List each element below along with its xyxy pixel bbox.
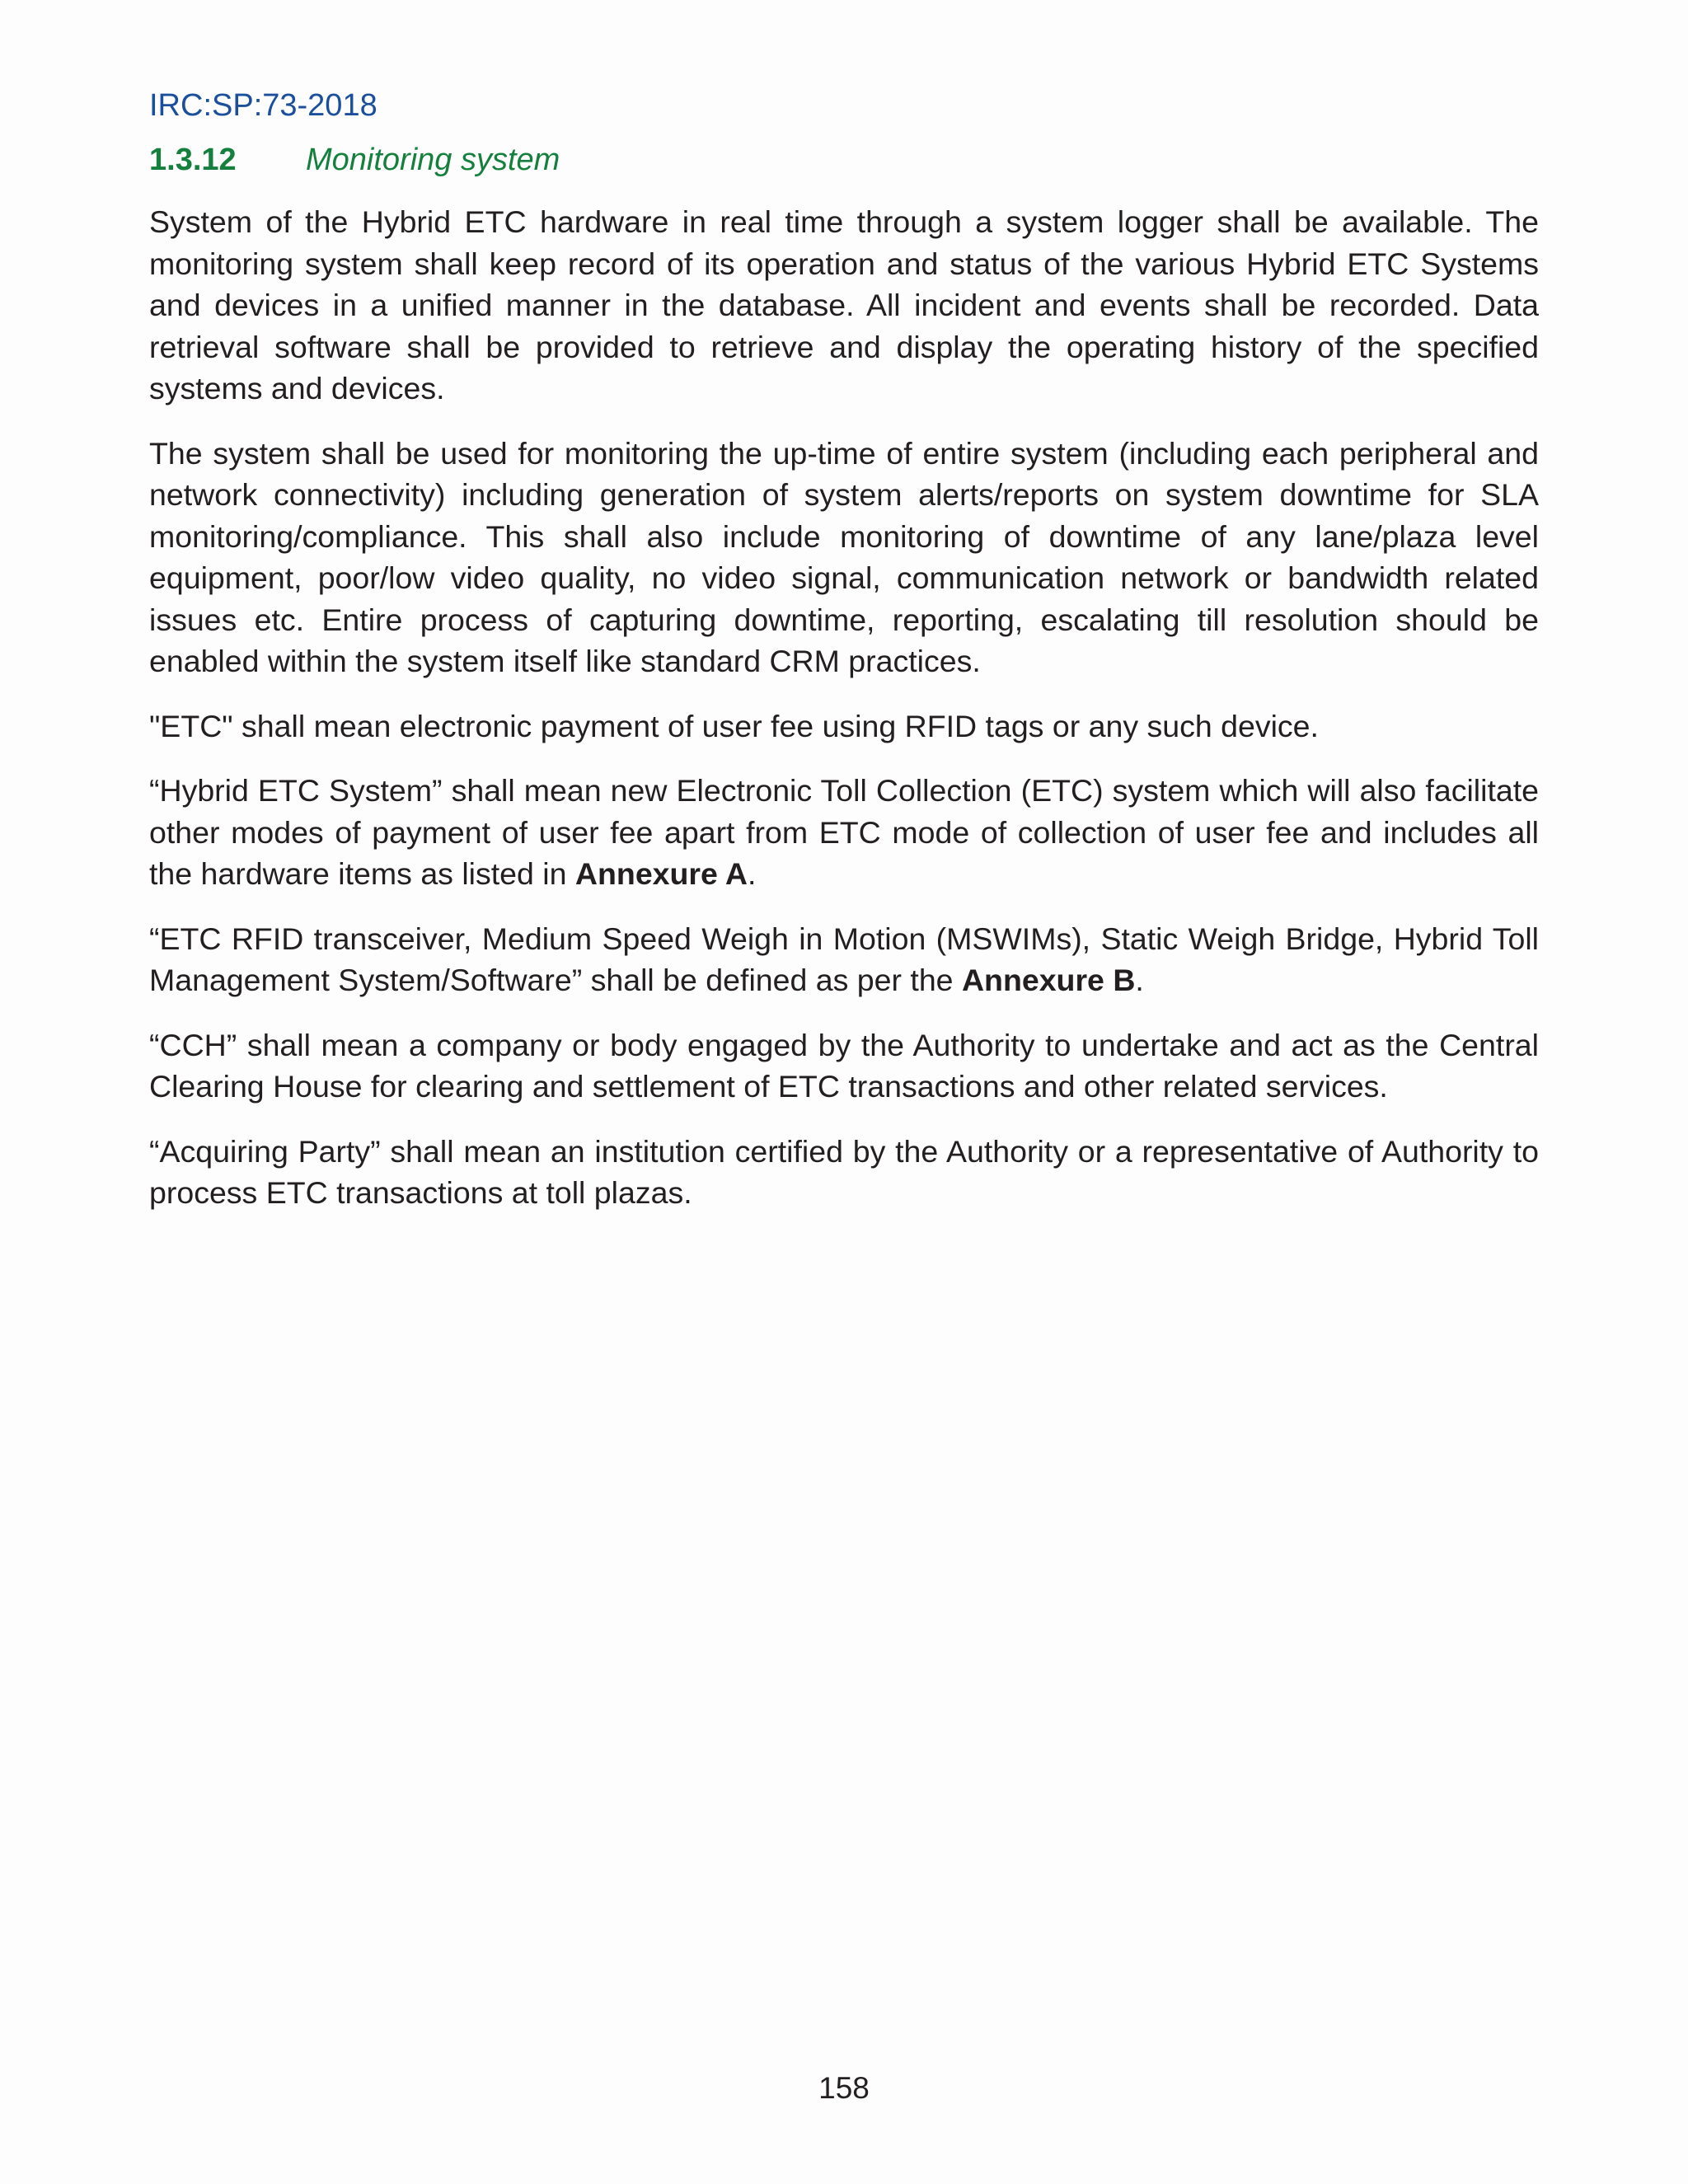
document-code-header: IRC:SP:73-2018 — [149, 88, 377, 123]
paragraph-acquiring-party-definition: “Acquiring Party” shall mean an institution certified by the Authority or a representative of Authority to process ETC transactions at toll plazas. — [149, 1133, 1539, 1210]
document-page — [149, 84, 1539, 1237]
paragraph-system-logger: System of the Hybrid ETC hardware in real time through a system logger shall be available. The monitoring system shall keep record of its operation and status of the various Hybrid ETC Systems and devices in a unified manner in the database. All incident and events shall be recorded. Data retrieval software shall be provided to retrieve and display the operating history of the specified systems and devices. — [149, 204, 1539, 405]
paragraph-etc-definition: "ETC" shall mean electronic payment of user fee using RFID tags or any such device. — [149, 708, 1319, 743]
annexure-a-reference: Annexure A — [574, 856, 748, 891]
rfid-period: . — [1135, 963, 1144, 997]
section-heading — [149, 138, 1539, 181]
paragraph-hybrid-etc-definition — [149, 770, 1539, 895]
section-title: Monitoring system — [306, 143, 560, 177]
rfid-text: “ETC RFID transceiver, Medium Speed Weigh in Motion (MSWIMs), Static Weigh Bridge, Hybrid Toll Management System/Software” shall be defined as per the — [149, 921, 1539, 997]
annexure-b-reference: Annexure B — [961, 963, 1136, 997]
section-number: 1.3.12 — [149, 143, 237, 177]
paragraph-cch-definition: “CCH” shall mean a company or body engaged by the Authority to undertake and act as the Central Clearing House for clearing and settlement of ETC transactions and other related services. — [149, 1027, 1539, 1104]
hybrid-etc-period: . — [748, 856, 757, 891]
page-number: 158 — [818, 2071, 870, 2105]
hybrid-etc-text: “Hybrid ETC System” shall mean new Electronic Toll Collection (ETC) system which will also facilitate other modes of payment of user fee apart from ETC mode of collection of user fee and includes all the hardware items as listed in — [149, 773, 1539, 891]
paragraph-uptime-monitoring: The system shall be used for monitoring the up-time of entire system (including each peripheral and network connectivity) including generation of system alerts/reports on system downtime for SLA monitoring/compliance. This shall also include monitoring of downtime of any lane/plaza level equipment, poor/low video quality, no video signal, communication network or bandwidth related issues etc. Entire process of capturing downtime, reporting, escalating till resolution should be enabled within the system itself like standard CRM practices. — [149, 435, 1539, 678]
paragraph-rfid-definition — [149, 918, 1539, 1001]
